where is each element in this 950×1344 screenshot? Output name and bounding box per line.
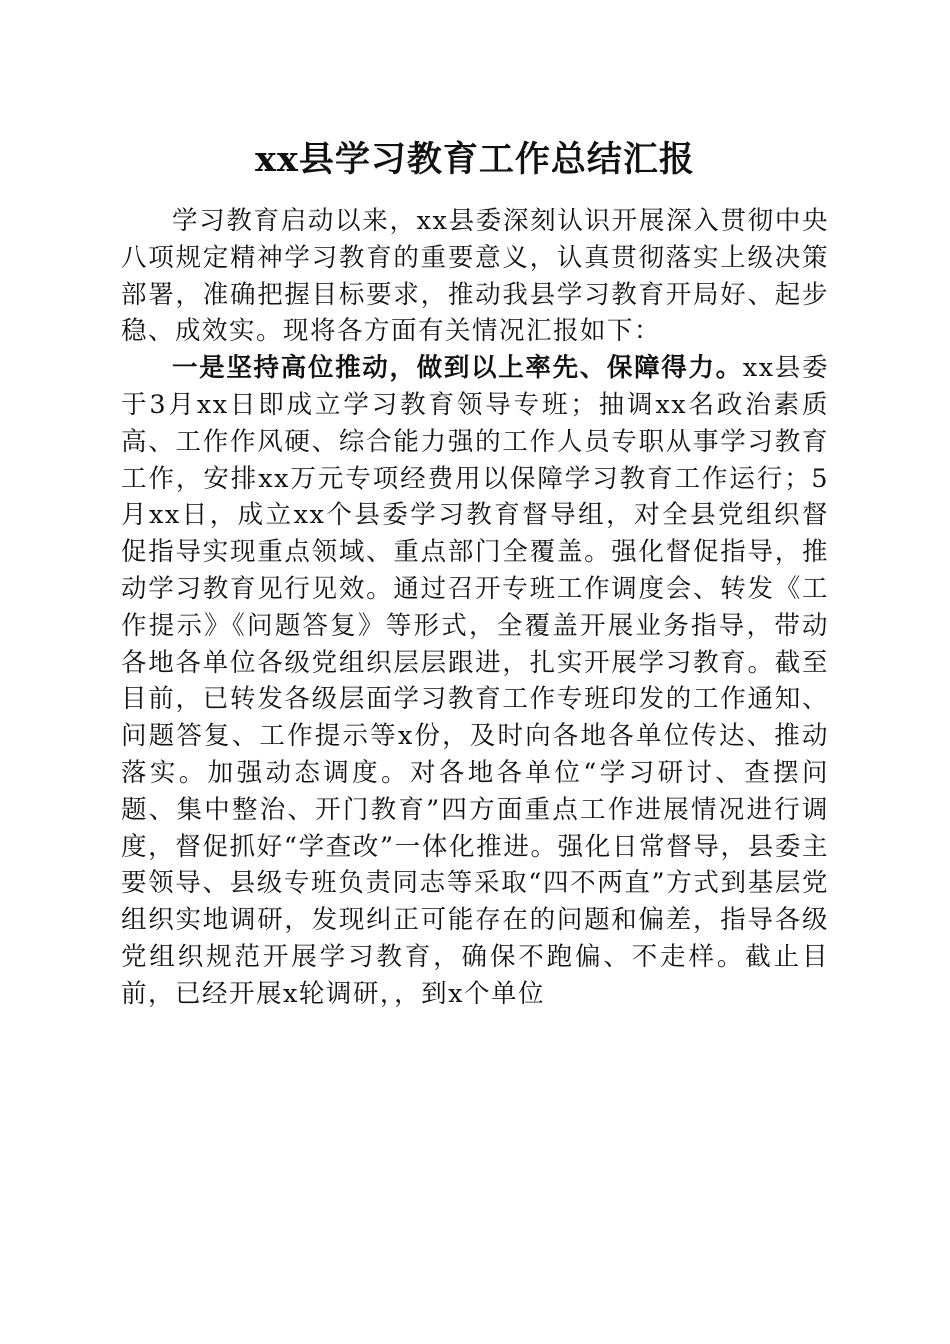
paragraph-point-one-lead: 一是坚持高位推动，做到以上率先、保障得力。 <box>172 353 743 384</box>
paragraph-intro-text: 学习教育启动以来，xx县委深刻认识开展深入贯彻中央八项规定精神学习教育的重要意义，认真贯彻落实上级决策部署，准确把握目标要求，推动我县学习教育开局好、起步稳、成效实。现将各方面有关情况汇报如下： <box>121 206 829 347</box>
paragraph-point-one <box>121 350 829 1012</box>
paragraph-point-one-text: xx县委于3月xx日即成立学习教育领导专班；抽调xx名政治素质高、工作作风硬、综合能力强的工作人员专职从事学习教育工作，安排xx万元专项经费用以保障学习教育工作运行；5月xx日，成立xx个县委学习教育督导组，对全县党组织督促指导实现重点领域、重点部门全覆盖。强化督促指导，推动学习教育见行见效。通过召开专班工作调度会、转发《工作提示》《问题答复》等形式，全覆盖开展业务指导，带动各地各单位各级党组织层层跟进，扎实开展学习教育。截至目前，已转发各级层面学习教育工作专班印发的工作通知、问题答复、工作提示等x份，及时向各地各单位传达、推动落实。加强动态调度。对各地各单位“学习研讨、查摆问题、集中整治、开门教育”四方面重点工作进展情况进行调度，督促抓好“学查改”一体化推进。强化日常督导，县委主要领导、县级专班负责同志等采取“四不两直”方式到基层党组织实地调研，发现纠正可能存在的问题和偏差，指导各级党组织规范开展学习教育，确保不跑偏、不走样。截止目前，已经开展x轮调研，，到x个单位 <box>121 353 829 1009</box>
document-title: xx县学习教育工作总结汇报 <box>255 139 695 180</box>
paragraph-intro <box>121 203 829 350</box>
document-body <box>121 203 829 1013</box>
